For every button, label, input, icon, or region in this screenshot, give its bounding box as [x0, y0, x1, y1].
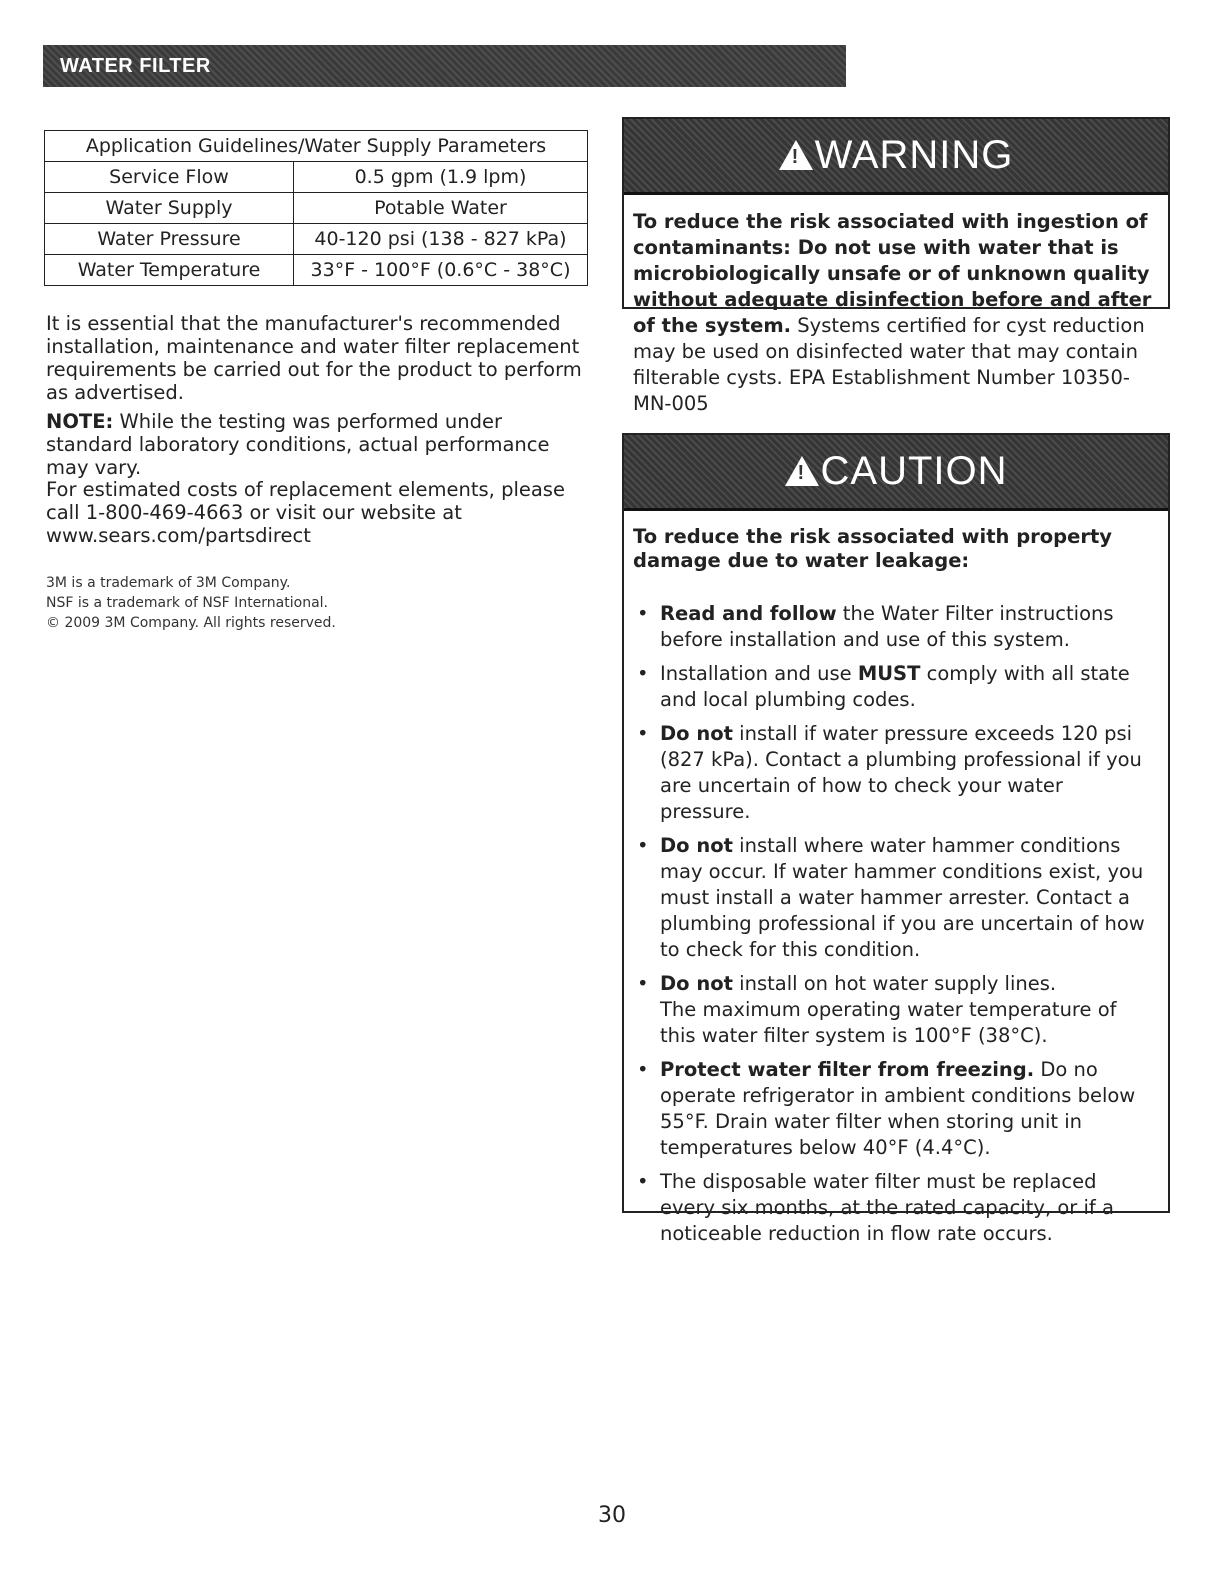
- caution-header: [624, 435, 1168, 511]
- essential-paragraph: It is essential that the manufacturer's recommended installation, maintenance and water filter replacement requirements be carried out for the product to perform as advertised.: [46, 312, 582, 404]
- costs-paragraph: For estimated costs of replacement elements, please call 1-800-469-4663 or visit our website at www.sears.com/partsdirect: [46, 478, 565, 547]
- table-row: [45, 224, 588, 255]
- table-cell-value: Potable Water: [294, 193, 588, 224]
- warning-bold-text: To reduce the risk associated with ingestion of contaminants: Do not use with water that is microbiologically unsafe or of unknown quality without adequate disinfection before and after of the system.: [633, 210, 1152, 337]
- table-cell-value: 0.5 gpm (1.9 lpm): [294, 162, 588, 193]
- trademark-line: © 2009 3M Company. All rights reserved.: [46, 615, 336, 631]
- list-item: • Installation and use MUST comply with all state and local plumbing codes.: [637, 662, 1130, 711]
- table-row: [45, 255, 588, 286]
- note-label: NOTE:: [46, 410, 114, 433]
- caution-triangle-icon: [785, 456, 819, 486]
- list-item: • The disposable water filter must be replaced every six months, at the rated capacity, or if a noticeable reduction in flow rate occurs.: [637, 1170, 1114, 1245]
- table-cell-value: 40-120 psi (138 - 827 kPa): [294, 224, 588, 255]
- bullet-icon: •: [637, 834, 649, 857]
- bullet-icon: •: [637, 662, 649, 685]
- section-title: WATER FILTER: [60, 55, 211, 77]
- note-paragraph: [46, 410, 591, 479]
- note-text: While the testing was performed under standard laboratory conditions, actual performance may vary.: [46, 410, 550, 479]
- bullet-icon: •: [637, 1170, 649, 1193]
- warning-triangle-icon: [779, 140, 813, 170]
- list-item: • Do not install on hot water supply lines. The maximum operating water temperature of this water filter system is 100°F (38°C).: [637, 972, 1117, 1047]
- list-item: • Protect water filter from freezing. Do no operate refrigerator in ambient conditions below 55°F. Drain water filter when storing unit in temperatures below 40°F (4.4°C).: [637, 1058, 1136, 1159]
- warning-normal-text: Systems certified for cyst reduction may be used on disinfected water that may contain filterable cysts. EPA Establishment Number 10350-MN-005: [633, 314, 1145, 415]
- caution-body: [624, 511, 1168, 1247]
- warning-header: [624, 119, 1168, 195]
- trademarks-block: [46, 573, 591, 633]
- list-item: • Do not install where water hammer conditions may occur. If water hammer conditions exist, you must install a water hammer arrester. Contact a plumbing professional if you are uncertain of how to check for this condition.: [637, 834, 1145, 961]
- table-cell-label: Water Temperature: [45, 255, 294, 286]
- warning-title: WARNING: [814, 133, 1014, 177]
- bullet-icon: •: [637, 972, 649, 995]
- table-row: [45, 193, 588, 224]
- bullet-icon: •: [637, 1058, 649, 1081]
- caution-list: [633, 601, 1156, 1247]
- table-title: Application Guidelines/Water Supply Parameters: [45, 131, 588, 162]
- warning-box: [622, 117, 1170, 415]
- table-row: [45, 162, 588, 193]
- trademark-line: NSF is a trademark of NSF International.: [46, 595, 328, 611]
- caution-title: CAUTION: [820, 449, 1008, 493]
- list-item: • Do not install if water pressure exceeds 120 psi (827 kPa). Contact a plumbing professional if you are uncertain of how to check your water pressure.: [637, 722, 1142, 823]
- list-item: • Read and follow the Water Filter instructions before installation and use of this system.: [637, 602, 1114, 651]
- page-number: 30: [598, 1503, 626, 1528]
- bullet-icon: •: [637, 722, 649, 745]
- bullet-icon: •: [637, 602, 649, 625]
- table-cell-label: Water Supply: [45, 193, 294, 224]
- table-cell-label: Water Pressure: [45, 224, 294, 255]
- parameters-table: [44, 130, 588, 286]
- table-cell-label: Service Flow: [45, 162, 294, 193]
- trademark-line: 3M is a trademark of 3M Company.: [46, 575, 291, 591]
- table-cell-value: 33°F - 100°F (0.6°C - 38°C): [294, 255, 588, 286]
- warning-body: [624, 195, 1168, 417]
- caution-box: [622, 433, 1170, 1245]
- table-header-row: [45, 131, 588, 162]
- caution-intro: To reduce the risk associated with property damage due to water leakage:: [633, 525, 1112, 572]
